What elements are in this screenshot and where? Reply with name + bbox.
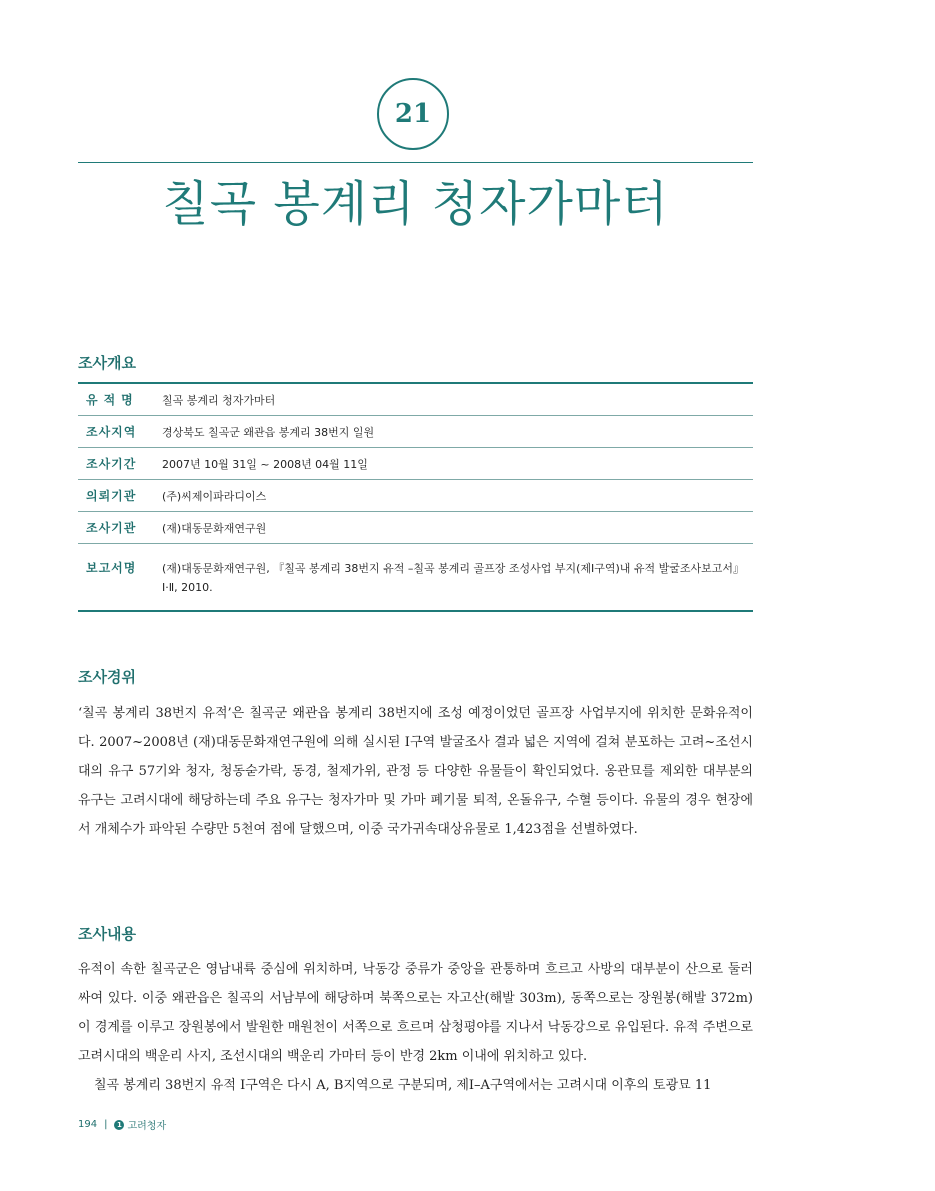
row-label: 조사지역 [86, 425, 137, 439]
table-row [78, 544, 753, 610]
row-value: (재)대동문화재연구원, 『칠곡 봉계리 38번지 유적 –칠곡 봉계리 골프장 조성사업 부지(제Ⅰ구역)내 유적 발굴조사보고서』 Ⅰ·Ⅱ, 2010. [162, 562, 745, 594]
contents-heading: 조사내용 [78, 925, 136, 943]
chapter-number-circle [377, 78, 449, 150]
row-value: (주)씨제이파라디이스 [162, 489, 267, 503]
row-label: 유적명 [86, 393, 139, 407]
background-text-block [78, 699, 753, 844]
row-value: 2007년 10월 31일 ~ 2008년 04월 11일 [162, 457, 368, 471]
page-number: 194 [78, 1119, 98, 1130]
contents-paragraph-1: 유적이 속한 칠곡군은 영남내륙 중심에 위치하며, 낙동강 중류가 중앙을 관통하며 흐르고 사방의 대부분이 산으로 둘러싸여 있다. 이중 왜관읍은 칠곡의 서남부에 해당하며 북쪽으로는 자고산(해발 303m), 동쪽으로는 장원봉(해발 372m)이 경계를 이루고 장원봉에서 발원한 매원천이 서쪽으로 흐르며 삼청평야를 지나서 낙동강으로 유입된다. 유적 주변으로 고려시대의 백운리 사지, 조선시대의 백운리 가마터 등이 반경 2km 이내에 위치하고 있다. [78, 962, 753, 1064]
background-paragraph: ‘칠곡 봉계리 38번지 유적’은 칠곡군 왜관읍 봉계리 38번지에 조성 예정이었던 골프장 사업부지에 위치한 문화유적이다. 2007~2008년 (재)대동문화재연구원에 의해 실시된 Ⅰ구역 발굴조사 결과 넓은 지역에 걸쳐 분포하는 고려~조선시대의 유구 57기와 청자, 청동숟가락, 동경, 철제가위, 관정 등 다양한 유물들이 확인되었다. 옹관묘를 제외한 대부분의 유구는 고려시대에 해당하는데 주요 유구는 청자가마 및 가마 폐기물 퇴적, 온돌유구, 수혈 등이다. 유물의 경우 현장에서 개체수가 파악된 수량만 5천여 점에 달했으며, 이중 국가귀속대상유물로 1,423점을 선별하였다. [78, 706, 753, 837]
row-label: 조사기간 [86, 457, 137, 471]
background-heading: 조사경위 [78, 668, 136, 686]
overview-heading: 조사개요 [78, 354, 136, 372]
overview-table [78, 382, 753, 612]
page-title: 칠곡 봉계리 청자가마터 [162, 176, 669, 232]
table-row [78, 480, 753, 512]
row-label: 보고서명 [86, 561, 137, 575]
row-label: 의뢰기관 [86, 489, 137, 503]
row-value: 경상북도 칠곡군 왜관읍 봉계리 38번지 일원 [162, 425, 375, 439]
row-value: (재)대동문화재연구원 [162, 521, 267, 535]
row-value: 칠곡 봉계리 청자가마터 [162, 393, 276, 407]
table-row [78, 416, 753, 448]
chapter-number: 21 [394, 99, 432, 129]
footer-separator: | [104, 1119, 108, 1130]
contents-paragraph-2: 칠곡 봉계리 38번지 유적 Ⅰ구역은 다시 A, B지역으로 구분되며, 제Ⅰ–A구역에서는 고려시대 이후의 토광묘 11 [94, 1078, 712, 1093]
chapter-badge-icon: 1 [114, 1120, 124, 1130]
contents-text-block [78, 955, 753, 1100]
chapter-title: 고려청자 [127, 1121, 167, 1132]
page-footer [78, 1117, 166, 1132]
title-divider [78, 162, 753, 163]
table-row [78, 448, 753, 480]
row-label: 조사기관 [86, 521, 137, 535]
table-row [78, 512, 753, 544]
table-row [78, 384, 753, 416]
